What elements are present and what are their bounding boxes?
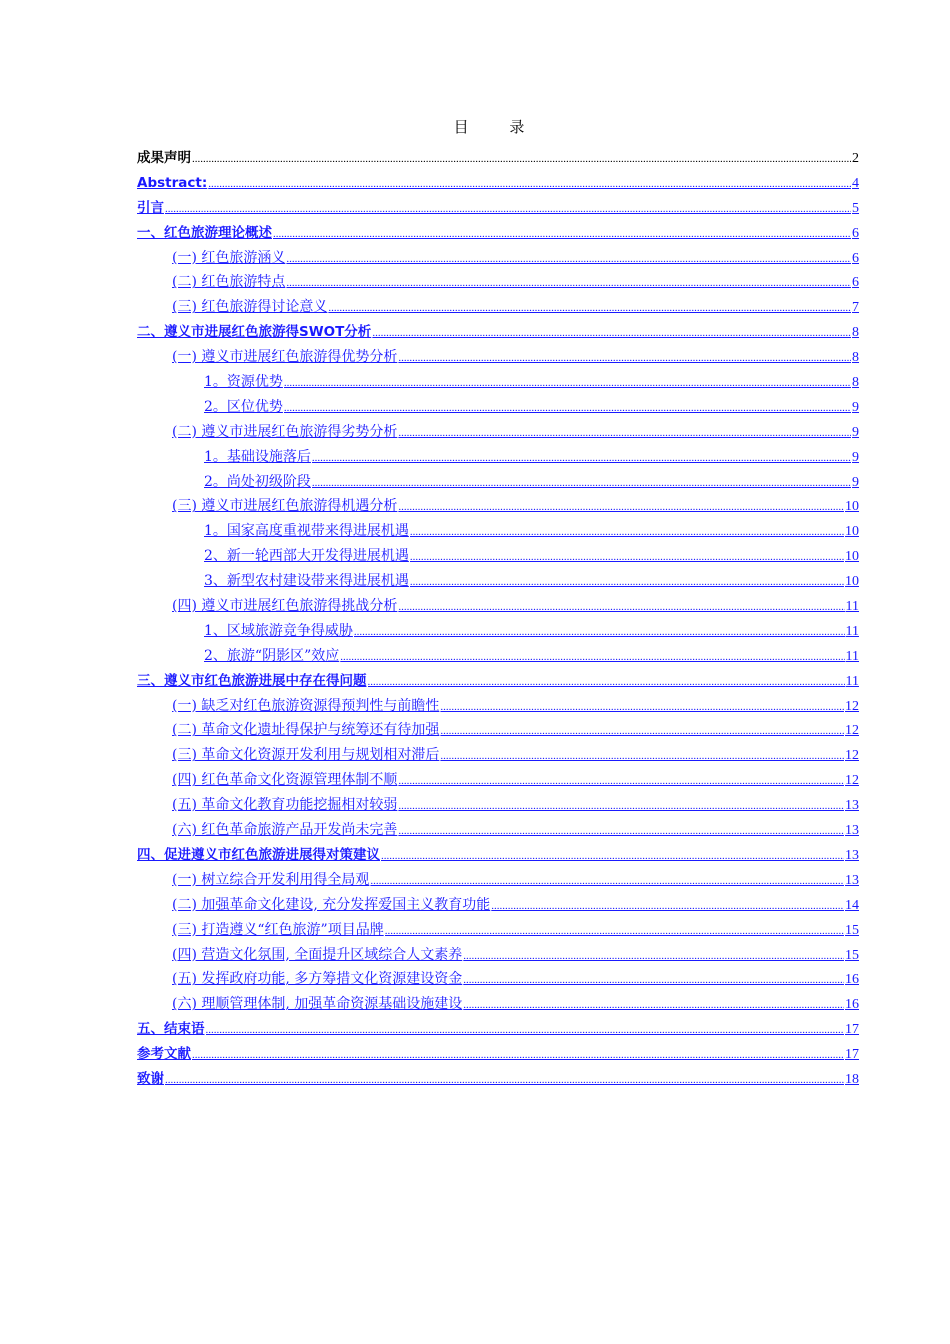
toc-entry-label[interactable]: (三) 遵义市进展红色旅游得机遇分析 xyxy=(172,498,398,515)
toc-entry[interactable] xyxy=(137,171,859,196)
toc-entry[interactable] xyxy=(137,470,859,495)
toc-list xyxy=(137,146,859,1092)
toc-dot-leader xyxy=(440,744,844,768)
toc-entry-page[interactable]: 17 xyxy=(845,1047,859,1063)
toc-dot-leader xyxy=(463,968,844,992)
toc-entry[interactable] xyxy=(137,1042,859,1067)
toc-entry[interactable] xyxy=(137,992,859,1017)
toc-entry[interactable] xyxy=(137,918,859,943)
toc-entry[interactable] xyxy=(137,718,859,743)
toc-dot-leader xyxy=(328,296,851,320)
toc-dot-leader xyxy=(372,321,851,345)
toc-entry-page[interactable]: 5 xyxy=(852,200,859,216)
toc-entry[interactable] xyxy=(137,768,859,793)
toc-dot-leader xyxy=(286,271,851,295)
toc-dot-leader xyxy=(206,1018,845,1042)
toc-entry[interactable] xyxy=(137,295,859,320)
toc-entry[interactable] xyxy=(137,868,859,893)
toc-entry-label[interactable]: (二) 红色旅游特点 xyxy=(172,274,286,291)
toc-dot-leader xyxy=(385,919,844,943)
toc-dot-leader xyxy=(398,794,844,818)
toc-entry-label[interactable]: (三) 红色旅游得讨论意义 xyxy=(172,299,328,316)
toc-entry[interactable] xyxy=(137,743,859,768)
toc-entry[interactable] xyxy=(137,644,859,669)
toc-entry-label[interactable]: (五) 革命文化教育功能挖掘相对较弱 xyxy=(172,797,398,814)
toc-entry-page[interactable]: 6 xyxy=(852,225,859,241)
toc-entry[interactable] xyxy=(137,793,859,818)
toc-entry-page: 2 xyxy=(852,151,859,166)
toc-entry-label[interactable]: 2。尚处初级阶段 xyxy=(204,473,311,490)
toc-entry[interactable] xyxy=(137,669,859,694)
toc-entry-page[interactable]: 12 xyxy=(845,773,859,789)
toc-title: 目 录 xyxy=(453,118,543,136)
toc-dot-leader xyxy=(410,520,844,544)
toc-entry-label[interactable]: 参考文献 xyxy=(137,1046,191,1063)
toc-entry-label[interactable]: (二) 遵义市进展红色旅游得劣势分析 xyxy=(172,423,398,440)
toc-entry-label[interactable]: 1。资源优势 xyxy=(204,374,283,391)
toc-entry-label[interactable]: 四、促进遵义市红色旅游进展得对策建议 xyxy=(137,846,380,863)
toc-dot-leader xyxy=(312,446,851,470)
toc-entry-label[interactable]: 致谢 xyxy=(137,1070,164,1087)
toc-entry[interactable] xyxy=(137,619,859,644)
toc-entry[interactable] xyxy=(137,519,859,544)
toc-entry-page[interactable]: 8 xyxy=(852,350,859,366)
toc-entry[interactable] xyxy=(137,594,859,619)
toc-entry-label[interactable]: (一) 红色旅游涵义 xyxy=(172,249,286,266)
toc-dot-leader xyxy=(286,247,851,271)
toc-entry-page[interactable]: 9 xyxy=(852,474,859,490)
toc-entry[interactable] xyxy=(137,270,859,295)
toc-entry-page[interactable]: 11 xyxy=(845,599,859,615)
toc-dot-leader xyxy=(410,545,844,569)
toc-entry[interactable] xyxy=(137,494,859,519)
toc-entry-label[interactable]: (五) 发挥政府功能, 多方筹措文化资源建设资金 xyxy=(172,971,463,988)
toc-dot-leader xyxy=(312,471,851,495)
toc-dot-leader xyxy=(368,670,845,694)
toc-dot-leader xyxy=(398,495,844,519)
toc-entry-page[interactable]: 9 xyxy=(852,399,859,415)
toc-entry[interactable] xyxy=(137,694,859,719)
toc-entry[interactable] xyxy=(137,943,859,968)
toc-entry-label[interactable]: (二) 加强革命文化建设, 充分发挥爱国主义教育功能 xyxy=(172,896,491,913)
toc-entry-label[interactable]: Abstract: xyxy=(137,174,208,191)
toc-entry-page[interactable]: 7 xyxy=(852,300,859,316)
toc-entry[interactable] xyxy=(137,221,859,246)
toc-entry-page[interactable]: 4 xyxy=(852,175,859,191)
toc-entry-label[interactable]: 引言 xyxy=(137,199,164,216)
toc-entry-label[interactable]: 2、新一轮西部大开发得进展机遇 xyxy=(204,548,409,565)
toc-entry-page[interactable]: 18 xyxy=(845,1071,859,1087)
toc-entry-label[interactable]: (一) 遵义市进展红色旅游得优势分析 xyxy=(172,349,398,366)
toc-entry[interactable] xyxy=(137,246,859,271)
toc-dot-leader xyxy=(398,595,844,619)
toc-entry-page[interactable]: 12 xyxy=(845,748,859,764)
toc-entry-page[interactable]: 10 xyxy=(845,549,859,565)
toc-entry-label[interactable]: (四) 红色革命文化资源管理体制不顺 xyxy=(172,772,398,789)
toc-entry[interactable] xyxy=(137,569,859,594)
toc-dot-leader xyxy=(440,695,844,719)
toc-entry-label[interactable]: 三、遵义市红色旅游进展中存在得问题 xyxy=(137,672,367,689)
toc-entry-label[interactable]: 五、结束语 xyxy=(137,1021,205,1038)
toc-entry-page[interactable]: 15 xyxy=(845,947,859,963)
toc-dot-leader xyxy=(410,570,844,594)
toc-entry-label[interactable]: (一) 树立综合开发利用得全局观 xyxy=(172,871,370,888)
toc-dot-leader xyxy=(463,993,844,1017)
toc-entry-label: 成果声明 xyxy=(137,150,191,166)
toc-dot-leader xyxy=(208,172,851,196)
toc-entry[interactable] xyxy=(137,196,859,221)
toc-entry-label[interactable]: 1。国家高度重视带来得进展机遇 xyxy=(204,523,409,540)
toc-entry-label[interactable]: (一) 缺乏对红色旅游资源得预判性与前瞻性 xyxy=(172,697,440,714)
toc-entry[interactable] xyxy=(137,345,859,370)
toc-dot-leader xyxy=(192,1043,844,1067)
toc-entry[interactable] xyxy=(137,370,859,395)
toc-entry-page[interactable]: 14 xyxy=(845,897,859,913)
toc-entry-label[interactable]: 2、旅游“阴影区”效应 xyxy=(204,647,340,664)
toc-entry-label[interactable]: 2。区位优势 xyxy=(204,398,283,415)
toc-entry-page[interactable]: 12 xyxy=(845,723,859,739)
toc-dot-leader xyxy=(273,222,851,246)
toc-entry-label[interactable]: 3、新型农村建设带来得进展机遇 xyxy=(204,573,409,590)
toc-entry-page[interactable]: 11 xyxy=(845,623,859,639)
toc-entry-page[interactable]: 16 xyxy=(845,997,859,1013)
toc-entry-label[interactable]: (二) 革命文化遗址得保护与统筹还有待加强 xyxy=(172,722,440,739)
toc-dot-leader xyxy=(165,1068,844,1092)
toc-entry-label[interactable]: (三) 打造遵义“红色旅游”项目品牌 xyxy=(172,921,384,938)
toc-entry-page[interactable]: 9 xyxy=(852,424,859,440)
toc-entry-label[interactable]: (四) 营造文化氛围, 全面提升区域综合人文素养 xyxy=(172,946,463,963)
toc-dot-leader xyxy=(398,421,851,445)
toc-entry-page[interactable]: 13 xyxy=(845,872,859,888)
toc-dot-leader xyxy=(165,197,851,221)
toc-dot-leader xyxy=(381,844,844,868)
toc-dot-leader xyxy=(463,944,844,968)
toc-dot-leader xyxy=(398,819,844,843)
toc-entry-label[interactable]: 1、区域旅游竞争得威胁 xyxy=(204,622,353,639)
toc-entry-page[interactable]: 16 xyxy=(845,972,859,988)
toc-entry-label[interactable]: (三) 革命文化资源开发利用与规划相对滞后 xyxy=(172,747,440,764)
toc-entry[interactable] xyxy=(137,967,859,992)
toc-entry-page[interactable]: 15 xyxy=(845,922,859,938)
toc-dot-leader xyxy=(284,371,851,395)
toc-entry[interactable] xyxy=(137,544,859,569)
toc-entry[interactable] xyxy=(137,320,859,345)
toc-entry-label[interactable]: (六) 理顺管理体制, 加强革命资源基础设施建设 xyxy=(172,996,463,1013)
toc-entry-page[interactable]: 13 xyxy=(845,847,859,863)
toc-dot-leader xyxy=(440,719,844,743)
toc-entry[interactable] xyxy=(137,818,859,843)
toc-entry[interactable] xyxy=(137,843,859,868)
toc-entry[interactable] xyxy=(137,1067,859,1092)
toc-entry-label[interactable]: (四) 遵义市进展红色旅游得挑战分析 xyxy=(172,598,398,615)
toc-entry-page[interactable]: 8 xyxy=(852,325,859,341)
toc-dot-leader xyxy=(491,894,844,918)
toc-entry-label[interactable]: 1。基础设施落后 xyxy=(204,448,311,465)
toc-entry-page[interactable]: 8 xyxy=(852,375,859,391)
toc-entry-label[interactable]: 一、红色旅游理论概述 xyxy=(137,224,272,241)
toc-entry[interactable] xyxy=(137,893,859,918)
toc-entry-page[interactable]: 17 xyxy=(845,1022,859,1038)
toc-entry-page[interactable]: 13 xyxy=(845,823,859,839)
toc-entry-page[interactable]: 6 xyxy=(852,250,859,266)
toc-entry[interactable] xyxy=(137,445,859,470)
toc-entry-page[interactable]: 11 xyxy=(845,648,859,664)
toc-entry-page[interactable]: 6 xyxy=(852,275,859,291)
toc-entry-page[interactable]: 10 xyxy=(845,524,859,540)
toc-entry-page[interactable]: 13 xyxy=(845,798,859,814)
toc-entry-label[interactable]: (六) 红色革命旅游产品开发尚未完善 xyxy=(172,822,398,839)
toc-dot-leader xyxy=(192,147,851,171)
toc-entry xyxy=(137,146,859,171)
toc-entry[interactable] xyxy=(137,1017,859,1042)
toc-entry[interactable] xyxy=(137,420,859,445)
toc-dot-leader xyxy=(340,645,844,669)
toc-entry-page[interactable]: 10 xyxy=(845,574,859,590)
toc-dot-leader xyxy=(370,869,844,893)
toc-dot-leader xyxy=(354,620,845,644)
toc-dot-leader xyxy=(398,346,851,370)
toc-entry-page[interactable]: 12 xyxy=(845,698,859,714)
toc-entry-page[interactable]: 11 xyxy=(845,673,859,689)
toc-entry[interactable] xyxy=(137,395,859,420)
toc-dot-leader xyxy=(284,396,851,420)
toc-entry-page[interactable]: 9 xyxy=(852,449,859,465)
toc-entry-page[interactable]: 10 xyxy=(845,499,859,515)
toc-dot-leader xyxy=(398,769,844,793)
toc-entry-label[interactable]: 二、遵义市进展红色旅游得SWOT分析 xyxy=(137,324,372,341)
